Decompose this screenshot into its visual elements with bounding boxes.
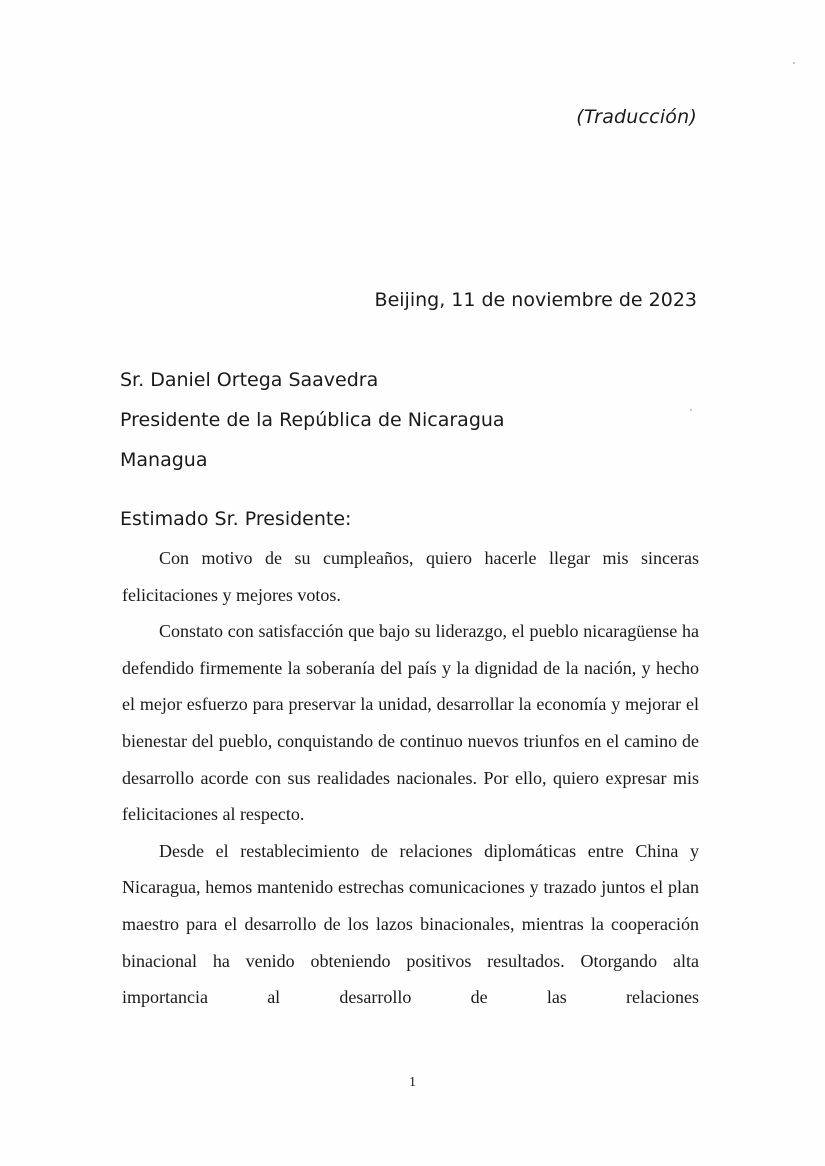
date-line: Beijing, 11 de noviembre de 2023 xyxy=(374,289,697,311)
scan-speck xyxy=(793,62,795,64)
paragraph-2: Constato con satisfacción que bajo su liderazgo, el pueblo nicaragüense ha defendido firmemente la soberanía del país y la dignidad de la nación, y hecho el mejor esfuerzo para preservar la unidad, desarrollar la economía y mejorar el bienestar del pueblo, conquistando de continuo nuevos triunfos en el camino de desarrollo acorde con sus realidades nacionales. Por ello, quiero expresar mis felicitaciones al respecto. xyxy=(122,621,699,825)
recipient-name: Sr. Daniel Ortega Saavedra xyxy=(120,369,379,391)
salutation: Estimado Sr. Presidente: xyxy=(120,508,352,530)
recipient-block xyxy=(120,360,505,480)
recipient-city: Managua xyxy=(120,449,208,471)
paragraph-1: Con motivo de su cumpleaños, quiero hacerle llegar mis sinceras felicitaciones y mejores votos. xyxy=(122,548,699,605)
letter-body xyxy=(122,540,699,1016)
page-number: 1 xyxy=(409,1075,416,1090)
paragraph-3: Desde el restablecimiento de relaciones diplomáticas entre China y Nicaragua, hemos mantenido estrechas comunicaciones y trazado juntos el plan maestro para el desarrollo de los lazos binacionales, mientras la cooperación binacional ha venido obteniendo positivos resultados. Otorgando alta importancia al desarrollo de las relaciones xyxy=(122,840,699,1008)
translation-label: (Traducción) xyxy=(576,106,697,128)
recipient-title: Presidente de la República de Nicaragua xyxy=(120,409,505,431)
scan-speck xyxy=(690,409,692,411)
